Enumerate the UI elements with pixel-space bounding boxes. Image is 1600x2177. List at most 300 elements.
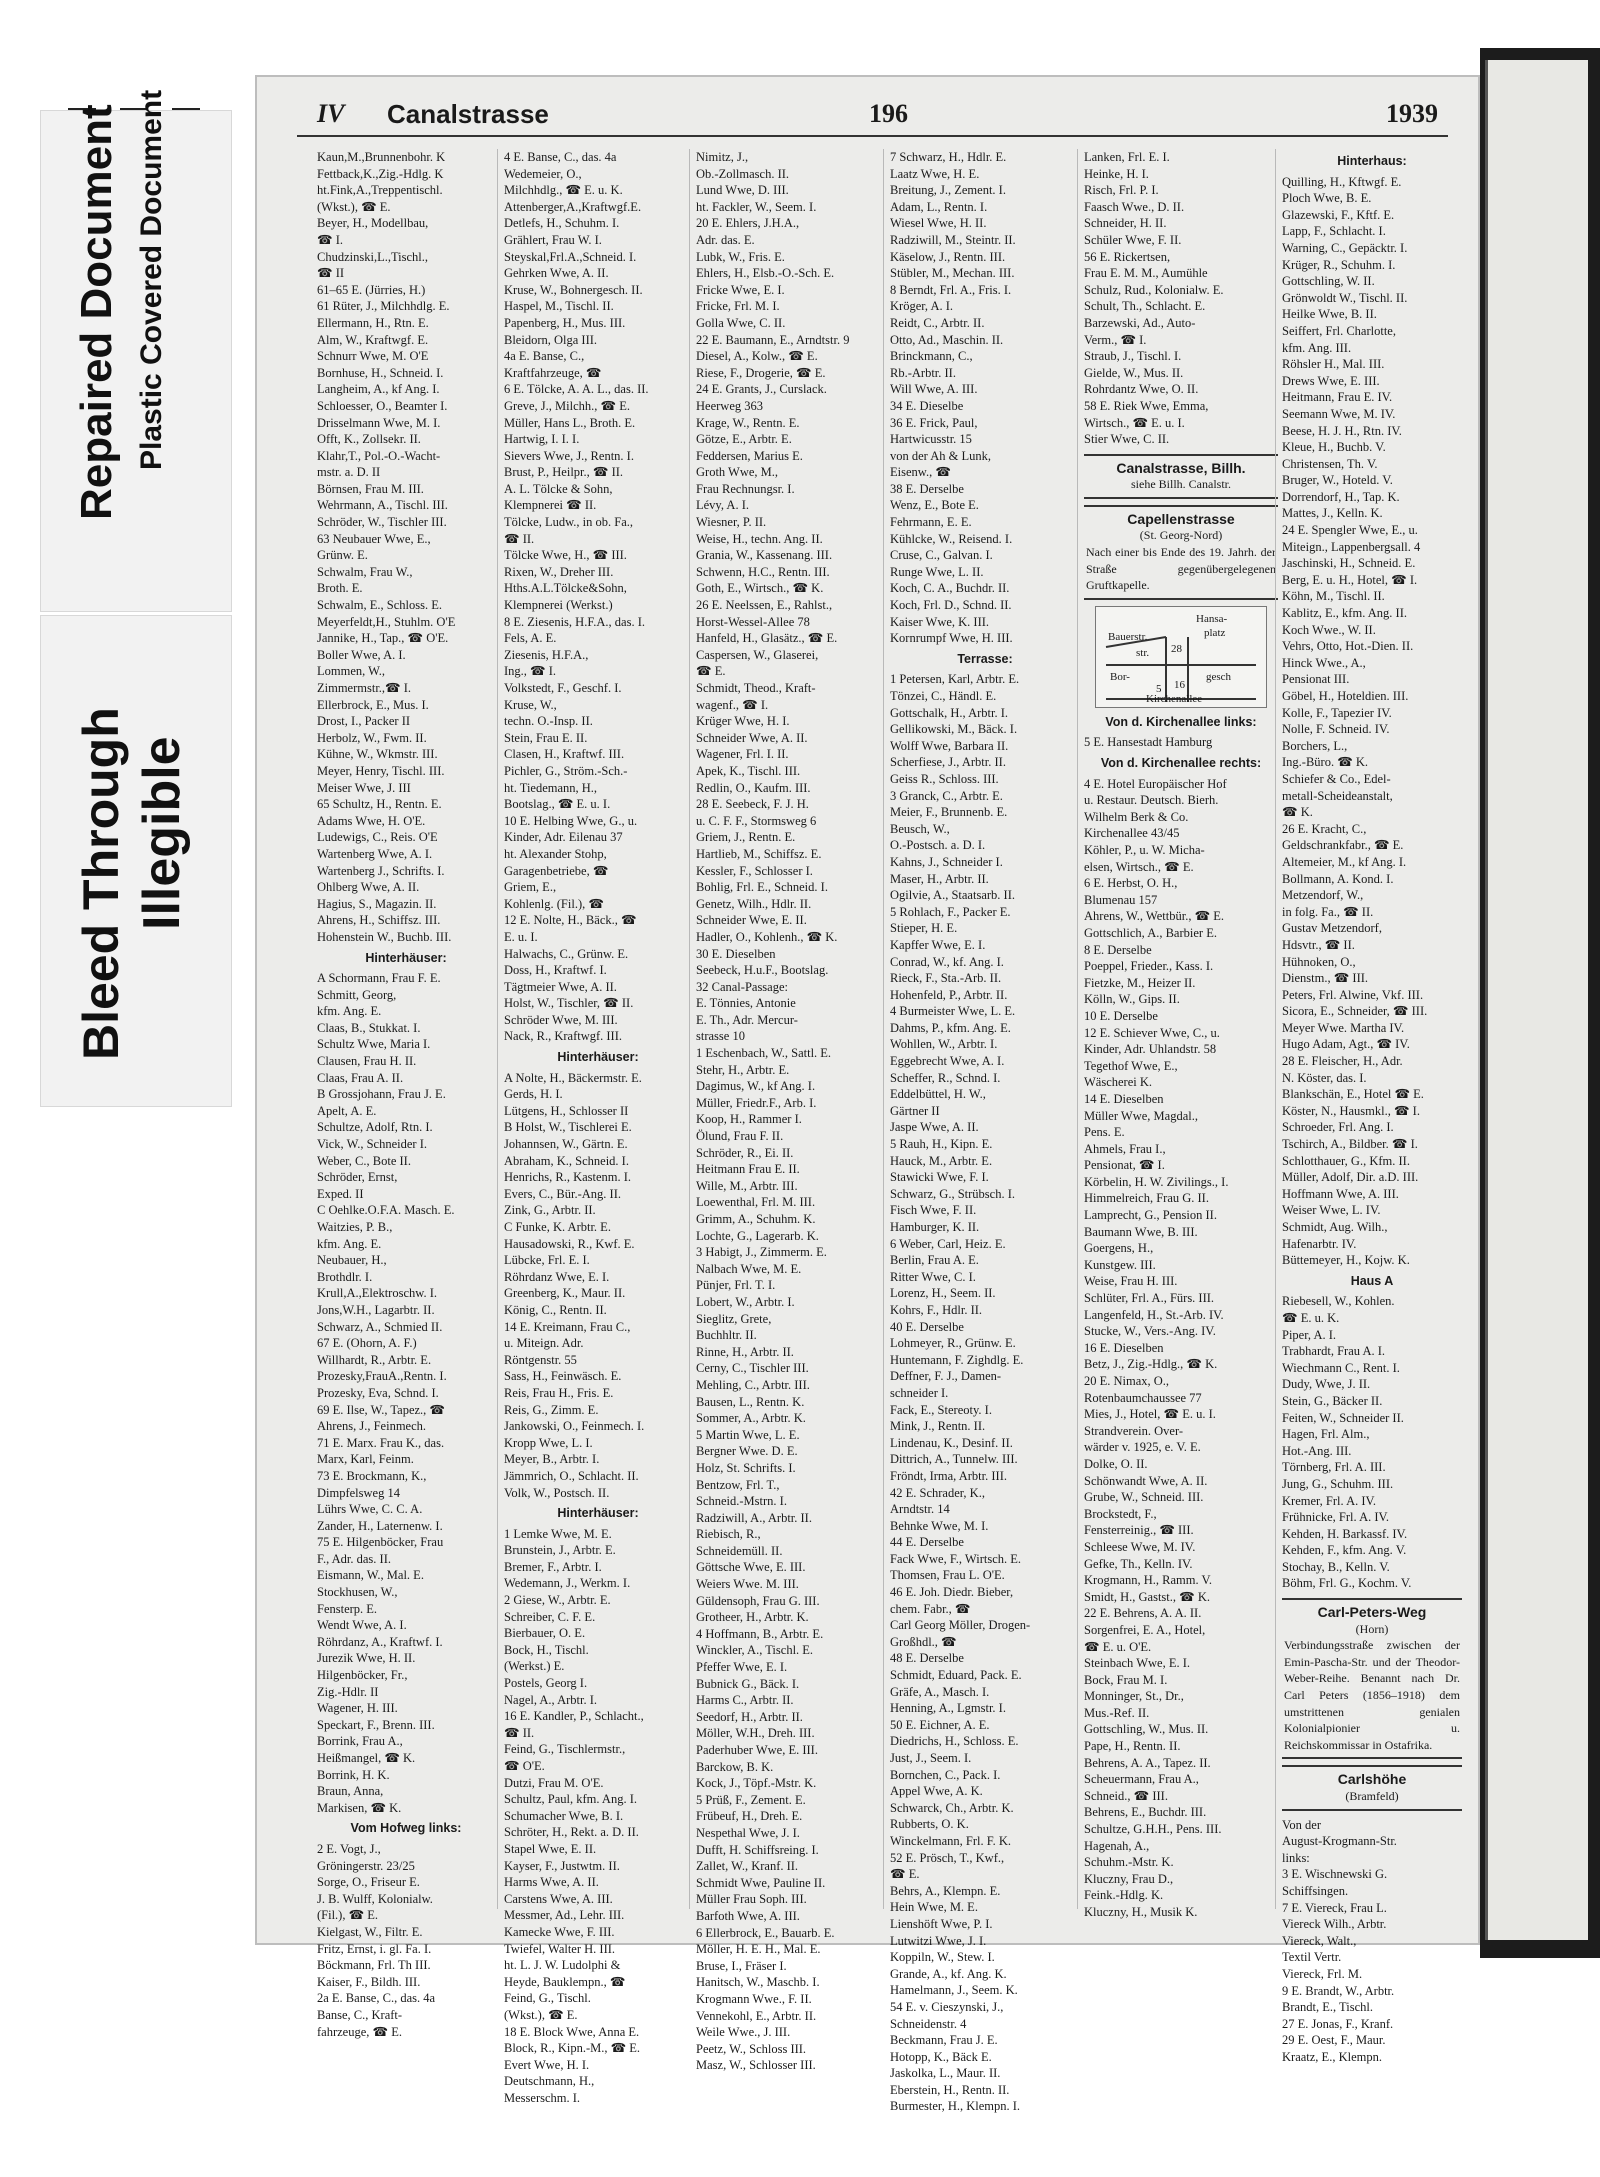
list-item: Müller, Hans L., Broth. E. [504,415,636,430]
list-item: Kahns, J., Schneider I. [890,854,1003,869]
list-item: Schmitt, Georg, [317,987,397,1002]
list-item: Smidt, H., Gastst., ☎ K. [1084,1589,1210,1604]
list-item: B Holst, W., Tischlerei E. [504,1120,632,1135]
list-item: Weise, H., techn. Ang. II. [696,531,823,546]
carl-peters-title: Carl-Peters-Weg [1317,1604,1427,1621]
label-plastic: Plastic Covered Document [135,89,168,470]
list-item: Tschirch, A., Bildber. ☎ I. [1282,1137,1418,1152]
list-item: Frübeuf, H., Dreh. E. [696,1809,803,1824]
list-item: Lohmeyer, R., Grünw. E. [890,1336,1016,1351]
list-item: Drews Wwe, E. III. [1282,373,1380,388]
list-item: Seemann Wwe, M. IV. [1282,406,1396,421]
column-5 [1077,149,1278,1919]
list-item: Kinder, Adr. Eilenau 37 [504,830,623,845]
list-item: Schleese Wwe, M. IV. [1084,1539,1196,1554]
list-item: 48 E. Derselbe [890,1651,964,1666]
street-map [1095,606,1267,708]
list-item: Radziwill, A., Arbtr. II. [696,1510,812,1525]
list-item: Hartwig, I. I. I. [504,432,580,447]
list-item: Feind, G., Tischlermstr., [504,1742,626,1757]
list-item: Langheim, A., kf Ang. I. [317,382,440,397]
list-item: Sicora, E., Schneider, ☎ III. [1282,1004,1428,1019]
list-item: Hafenarbtr. IV. [1282,1236,1357,1251]
list-item: Strandverein. Over- [1084,1423,1184,1438]
list-item: Kehden, F., kfm. Ang. V. [1282,1543,1407,1558]
list-item: Bornchen, C., Pack. I. [890,1767,1001,1782]
list-item: Monninger, St., Dr., [1084,1689,1184,1704]
list-item: Grotheer, H., Arbtr. K. [696,1610,809,1625]
list-item: Schneider Wwe, E. II. [696,913,807,928]
list-item: Himmelreich, Frau G. II. [1084,1191,1209,1206]
list-item: u. C. F. F., Stormsweg 6 [696,813,817,828]
list-item: Schiffsingen. [1282,1883,1349,1898]
list-item: Conrad, W., kf. Ang. I. [890,954,1004,969]
list-item: Caspersen, W., Glaserei, [696,647,819,662]
list-item: Mink, J., Rentn. II. [890,1419,986,1434]
list-item: Holst, W., Tischler, ☎ II. [504,996,634,1011]
list-item: Nolle, F. Schneid. IV. [1282,722,1390,737]
canal-billh-title: Canalstrasse, Billh. [1116,459,1246,476]
list-item: Möller, W.H., Dreh. III. [696,1726,815,1741]
section-heading: Von d. Kirchenallee rechts: [1100,756,1262,771]
list-item: Marx, Karl, Feinm. [317,1452,414,1467]
list-item: Winckelmann, Frl. F. K. [890,1833,1012,1848]
list-item: Jankowski, O., Feinmech. I. [504,1419,645,1434]
list-item: Frau E. M. M., Aumühle [1084,266,1208,281]
list-item: Lochte, G., Lagerarb. K. [696,1228,819,1243]
list-item: Kolle, F., Tapezier IV. [1282,705,1392,720]
list-item: Kraatz, E., Klempn. [1282,2049,1382,2064]
list-item: Viereck Wilh., Arbtr. [1282,1917,1387,1932]
list-item: Gustav Metzendorf, [1282,921,1382,936]
list-item: 12 E. Schiever Wwe, C., u. [1084,1025,1220,1040]
list-item: Riese, F., Drogerie, ☎ E. [696,365,826,380]
list-item: ht. Alexander Stohp, [504,846,607,861]
list-item: 61–65 E. (Jürries, H.) [317,282,426,297]
list-item: Krüger, R., Schuhm. I. [1282,257,1396,272]
list-item: Hohenstein W., Buchb. III. [317,929,452,944]
list-item: C Oehlke.O.F.A. Masch. E. [317,1203,455,1218]
list-item: Wartenberg J., Schrifts. I. [317,863,445,878]
carl-peters-text: Verbindungsstraße zwischen der Emin-Pascha-Str. und der Theodor-Weber-Reihe. Benannt nach Dr. Carl Peters (1856–1918) dem umstrittenen genialen Kolonialpionier u. Reichskommissar in Ostafrika. [1284,1638,1460,1752]
directory-page [255,75,1480,2114]
list-item: 16 E. Kandler, P., Schlacht., [504,1709,644,1724]
list-item: Sorge, O., Friseur E. [317,1875,420,1890]
list-item: kfm. Ang. E. [317,1236,382,1251]
list-item: Ahrens, H., Schiffsz. III. [317,913,441,928]
list-item: Meyer Wwe. Martha IV. [1282,1020,1405,1035]
list-item: Fietzke, M., Heizer II. [1084,975,1196,990]
list-item: Cerny, C., Tischler III. [696,1361,809,1376]
list-item: Hugo Adam, Agt., ☎ IV. [1282,1037,1410,1052]
list-item: Dorrendorf, H., Tap. K. [1282,489,1400,504]
list-item: Pens. E. [1084,1125,1125,1140]
list-item: Schwarck, Ch., Arbtr. K. [890,1800,1014,1815]
list-item: Güldensoph, Frau G. III. [696,1593,820,1608]
list-item: Köhn, M., Tischl. II. [1282,589,1385,604]
list-item: Behrs, A., Klempn. E. [890,1883,1001,1898]
list-item: Faasch Wwe., D. II. [1084,199,1185,214]
list-item: Volkstedt, F., Geschf. I. [504,681,622,695]
list-item: Müller, Friedr.F., Arb. I. [696,1095,817,1110]
list-item: Griem, E., [504,880,557,895]
list-item: Fricke, Frl. M. I. [696,299,780,314]
list-item: 6 E. Herbst, O. H., [1084,876,1178,891]
list-item: Stehr, H., Arbtr. E. [696,1062,790,1077]
list-item: Hagius, S., Magazin. II. [317,896,437,911]
list-item: Hagenah, A., [1084,1838,1150,1853]
list-item: Adam, L., Rentn. I. [890,199,988,214]
list-item: Scheffer, R., Schnd. I. [890,1070,1001,1085]
list-item: Lindenau, K., Desinf. II. [890,1435,1013,1450]
list-item: Garagenbetriebe, ☎ [504,863,609,878]
list-item: Rohrdantz Wwe, O. II. [1084,382,1199,397]
list-item: 32 Canal-Passage: [696,979,788,994]
list-item: Appel Wwe, A. K. [890,1784,983,1799]
list-item: 44 E. Derselbe [890,1535,964,1550]
list-item: Sorgenfrei, E. A., Hotel, [1084,1622,1206,1637]
list-item: Stein, G., Bäcker II. [1282,1393,1383,1408]
list-item: Weile Wwe., J. III. [696,2025,791,2040]
list-item: 65 Schultz, H., Rentn. E. [317,797,442,812]
list-item: Bremer, F., Arbtr. I. [504,1559,602,1574]
list-item: 46 E. Joh. Diedr. Bieber, [890,1585,1014,1600]
list-item: Gottschalk, H., Arbtr. I. [890,705,1009,720]
list-item: Kielgast, W., Filtr. E. [317,1924,423,1939]
list-item: Zimmermstr.,☎ I. [317,681,412,695]
list-item: Stucke, W., Vers.-Ang. IV. [1084,1324,1216,1339]
list-item: Schwarz, G., Strübsch. I. [890,1186,1015,1201]
list-item: Kölln, W., Gips. II. [1084,992,1180,1007]
list-item: Reidt, C., Arbtr. II. [890,315,985,330]
list-item: 7 E. Viereck, Frau L. [1282,1900,1387,1915]
list-item: Schlüter, Frl. A., Fürs. III. [1084,1291,1215,1306]
list-item: 8 E. Derselbe [1084,942,1152,957]
list-item: Hanitsch, W., Maschb. I. [696,1975,820,1990]
list-item: 6 Ellerbrock, E., Bauarb. E. [696,1925,835,1940]
list-item: Dutzi, Frau M. O'E. [504,1775,604,1790]
list-item: Hdsvtr., ☎ II. [1282,937,1355,952]
carlshoehe-entries [1282,1817,1462,2066]
list-item: Geiss R., Schloss. III. [890,771,999,786]
list-item: Wagener, Frl. I. II. [696,747,789,762]
list-item: 34 E. Dieselbe [890,398,964,413]
list-item: 1 Eschenbach, W., Sattl. E. [696,1046,832,1061]
list-item: Schneid., ☎ III. [1084,1788,1168,1803]
list-item: Krogmann Wwe., F. II. [696,1991,812,2006]
list-item: Beese, H. J. H., Rtn. IV. [1282,423,1402,438]
list-item: Altemeier, M., kf Ang. I. [1282,854,1407,869]
list-item: Schloesser, O., Beamter I. [317,398,448,413]
list-item: Hadler, O., Kohlenh., ☎ K. [696,929,838,944]
list-item: Blankschän, E., Hotel ☎ E. [1282,1087,1424,1102]
list-item: Heerweg 363 [696,398,763,413]
list-item: Lorenz, H., Seem. II. [890,1286,996,1301]
list-item: Clausen, Frau H. II. [317,1054,417,1069]
list-item: Gottschling, W., Mus. II. [1084,1722,1209,1737]
list-item: Meiser Wwe, J. III [317,780,411,795]
list-item: techn. O.-Insp. II. [504,714,593,729]
list-item: Adr. das. E. [696,232,755,247]
list-item: Wiesel Wwe, H. II. [890,216,987,231]
list-item: Ellerbrock, E., Mus. I. [317,697,429,712]
list-item: Kühlcke, W., Reisend. I. [890,531,1013,546]
list-item: schneider I. [890,1385,949,1400]
list-item: Diesel, A., Kolw., ☎ E. [696,349,818,364]
list-item: Ob.-Zollmasch. II. [696,166,790,181]
list-item: Pensionat III. [1282,672,1350,687]
list-item: Henning, A., Lgmstr. I. [890,1701,1006,1716]
list-item: Alm, W., Kraftwgf. E. [317,332,429,347]
list-item: Baumann Wwe, B. III. [1084,1224,1198,1239]
list-item: Trabhardt, Frau A. I. [1282,1344,1386,1359]
list-item: Beckmann, Frau J. E. [890,2033,998,2048]
list-item: Brandt, E., Tischl. [1282,2000,1373,2015]
list-item: Viereck, Walt., [1282,1933,1357,1948]
list-item: u. Restaur. Deutsch. Bierh. [1084,793,1219,808]
list-item: 5 E. Hansestadt Hamburg [1084,735,1213,750]
list-item: Bootslag., ☎ E. u. I. [504,797,611,812]
list-item: 36 E. Frick, Paul, [890,415,978,430]
canal-billh-box [1084,454,1278,499]
list-item: Eggebrecht Wwe, A. I. [890,1054,1005,1069]
list-item: Stapel Wwe, E. II. [504,1841,597,1856]
list-item: Wartenberg Wwe, A. I. [317,846,433,861]
list-item: Schmidt Wwe, Pauline II. [696,1875,826,1890]
list-item: 1 Lemke Wwe, M. E. [504,1526,612,1541]
list-item: Wohllen, W., Arbtr. I. [890,1037,998,1052]
list-item: Holz, St. Schrifts. I. [696,1460,796,1475]
list-item: Weiers Wwe. M. III. [696,1577,799,1592]
list-item: Bentzow, Frl. T., [696,1477,780,1492]
list-item: 27 E. Jonas, F., Kranf. [1282,2016,1394,2031]
list-item: Genetz, Wilh., Hdlr. II. [696,896,812,911]
capellen-sub: (St. Georg-Nord) [1139,528,1223,543]
list-item: Dudy, Wwe, J. II. [1282,1377,1371,1392]
list-item: Evers, C., Bür.-Ang. II. [504,1186,621,1201]
list-item: Nagel, A., Arbtr. I. [504,1692,598,1707]
list-item: Bruse, I., Fräser I. [696,1958,787,1973]
list-item: Ahmels, Frau I., [1084,1141,1166,1156]
list-item: Hanfeld, H., Glasätz., ☎ E. [696,631,838,646]
list-item: Mattes, J., Kelln. K. [1282,506,1383,521]
list-item: 14 E. Kreimann, Frau C., [504,1319,631,1334]
list-item: Henrichs, R., Kastenm. I. [504,1170,632,1185]
list-item: Herbolz, W., Fwm. II. [317,730,427,745]
list-item: Fricke Wwe, E. I. [696,282,785,297]
list-item: Behnke Wwe, M. I. [890,1518,989,1533]
list-item: Schüler Wwe, F. II. [1084,232,1182,247]
list-item: 29 E. Oest, F., Maur. [1282,2033,1386,2048]
list-item: Ziesenis, H.F.A., [504,647,589,662]
list-item: Stieper, H. E. [890,921,958,936]
list-item: Griem, J., Rentn. E. [696,830,796,845]
list-item: Schult, Th., Schlacht. E. [1084,299,1206,314]
list-item: Jaspe Wwe, A. II. [890,1120,979,1135]
list-item: Clasen, H., Kraftwf. III. [504,747,625,762]
list-item: Kohrs, F., Hdlr. II. [890,1302,983,1317]
list-item: Kaiser, F., Bildh. III. [317,1974,421,1989]
list-item: Burmester, H., Klempn. I. [890,2099,1021,2114]
list-item: Koop, H., Rammer I. [696,1112,802,1127]
list-item: Kornrumpf Wwe, H. III. [890,631,1013,646]
list-item: Mus.-Ref. II. [1084,1705,1150,1720]
list-item: (Werkst.) E. [504,1659,565,1674]
column-4 [883,149,1080,2114]
list-item: Schlotthauer, G., Kfm. II. [1282,1153,1410,1168]
list-item: 5 Rohlach, F., Packer E. [890,904,1011,919]
column-3 [689,149,886,2073]
list-item: Hoffmann Wwe, A. III. [1282,1186,1399,1201]
list-item: 6 Weber, Carl, Heiz. E. [890,1236,1006,1251]
list-item: O.-Postsch. a. D. I. [890,838,986,853]
list-item: Röhsler H., Mal. III. [1282,357,1385,372]
street-title: Canalstrasse [387,99,549,129]
section-heading: Hinterhaus: [1337,154,1407,168]
list-item: Carstens Wwe, A. III. [504,1891,613,1906]
list-item: Offt, K., Zollsekr. II. [317,432,421,447]
list-item: 69 E. Ilse, W., Tapez., ☎ [317,1402,445,1417]
list-item: 8 E. Ziesenis, H.F.A., das. I. [504,614,645,629]
list-item: Gielde, W., Mus. II. [1084,365,1184,380]
page-header [257,77,1478,132]
list-item: ☎ K. [1282,805,1313,820]
list-item: Schwalm, E., Schloss. E. [317,598,442,613]
map-label: 16 [1174,678,1185,691]
list-item: 4 Hoffmann, B., Arbtr. E. [696,1626,824,1641]
list-item: Stockhusen, W., [317,1585,398,1600]
list-item: Rotenbaumchaussee 77 [1084,1390,1202,1405]
list-item: Heitmann Frau E. II. [696,1162,800,1177]
list-item: Schneid.-Mstrn. I. [696,1494,787,1509]
list-item: 14 E. Dieselben [1084,1091,1164,1106]
list-item: Heißmangel, ☎ K. [317,1751,416,1765]
list-item: Schultz Wwe, Maria I. [317,1037,431,1052]
list-item: Jurezik Wwe, H. II. [317,1651,416,1666]
list-item: Büttemeyer, H., Kojw. K. [1282,1253,1410,1268]
list-item: Ellermann, H., Rtn. E. [317,315,429,330]
list-item: Krage, W., Rentn. E. [696,415,800,430]
list-item: 28 E. Seebeck, F. J. H. [696,797,809,812]
list-item: Barzewski, Ad., Auto- [1084,315,1196,330]
list-item: J. B. Wulff, Kolonialw. [317,1891,433,1906]
list-item: Kohlenlg. (Fil.), ☎ [504,896,604,911]
list-item: 30 E. Dieselben [696,946,776,961]
list-item: Schmidt, Theod., Kraft- [696,681,816,695]
list-item: Stein, Frau E. II. [504,730,588,745]
list-item: Kablitz, E., kfm. Ang. II. [1282,606,1407,621]
list-item: Kinder, Adr. Uhlandstr. 58 [1084,1042,1217,1057]
list-item: Lübcke, Frl. E. I. [504,1253,590,1268]
list-item: Jaschinski, H., Schneid. E. [1282,556,1416,571]
list-item: Lapp, F., Schlacht. I. [1282,224,1386,239]
list-item: Nack, R., Kraftwgf. III. [504,1029,623,1044]
list-item: Schneidenstr. 4 [890,2016,967,2031]
list-item: 54 E. v. Cieszynski, J., [890,1999,1004,2014]
list-item: Halwachs, C., Grünw. E. [504,946,629,961]
list-item: Wiesner, P. II. [696,515,767,530]
list-item: A. L. Tölcke & Sohn, [504,481,613,496]
list-item: Fehrmann, E. E. [890,515,972,530]
list-item: Wiechmann C., Rent. I. [1282,1360,1400,1375]
list-item: Gröningerstr. 23/25 [317,1858,415,1873]
list-item: Dagimus, W., kf Ang. I. [696,1079,816,1094]
list-item: metall-Scheideanstalt, [1282,788,1393,803]
section-heading: Hinterhäuser: [557,1506,639,1521]
list-item: (Fil.), ☎ E. [317,1908,379,1923]
list-item: Claas, B., Stukkat. I. [317,1020,421,1035]
list-item: E. u. I. [504,929,538,944]
list-item: Kirchenallee 43/45 [1084,826,1180,841]
list-item: Röntgenstr. 55 [504,1352,577,1367]
list-item: Kunstgew. III. [1084,1257,1156,1272]
list-item: (Wkst.), ☎ E. [317,199,391,214]
list-item: Kröger, A. I. [890,299,954,314]
list-item: Eddelbüttel, H. W., [890,1087,986,1102]
list-item: 3 Habigt, J., Zimmerm. E. [696,1245,827,1260]
list-item: Zallet, W., Kranf. II. [696,1859,799,1874]
list-item: Masz, W., Schlosser III. [696,2058,816,2073]
list-item: Gärtner II [890,1103,940,1118]
list-item: Schreiber, C. F. E. [504,1609,596,1624]
list-item: Fisch Wwe, F. II. [890,1203,977,1218]
list-item: Radziwill, M., Steintr. II. [890,232,1016,247]
section-heading: Von d. Kirchenallee links: [1105,714,1257,729]
list-item: Seedorf, H., Arbtr. II. [696,1709,803,1724]
list-item: ht.Fink,A.,Treppentischl. [317,183,443,198]
list-item: Schuhm.-Mstr. K. [1084,1855,1174,1870]
list-item: Dimpfelsweg 14 [317,1485,400,1500]
list-item: Hotopp, K., Bäck E. [890,2049,992,2064]
list-item: Frau Rechnungsr. I. [696,481,795,496]
list-item: Brothdlr. I. [317,1269,373,1284]
list-item: Jannike, H., Tap., ☎ O'E. [317,631,449,646]
list-item: Fröndt, Irma, Arbtr. III. [890,1468,1007,1483]
list-item: Willhardt, R., Arbtr. E. [317,1352,432,1367]
list-item: Kehden, H. Barkassf. IV. [1282,1526,1408,1541]
list-item: Krogmann, H., Ramm. V. [1084,1573,1213,1588]
list-item: Berg, E. u. H., Hotel, ☎ I. [1282,572,1418,587]
list-item: Twiefel, Walter H. III. [504,1941,616,1956]
list-item: F., Adr. das. II. [317,1551,391,1566]
list-item: E. Th., Adr. Mercur- [696,1012,798,1027]
list-item: Schröder, Ernst, [317,1170,398,1185]
list-item: Banse, C., Kraft- [317,2007,403,2022]
list-item: links: [1282,1850,1310,1865]
list-item: Mehling, C., Arbtr. III. [696,1377,810,1392]
list-item: Eberstein, H., Rentn. II. [890,2082,1010,2097]
list-item: Körbelin, H. W. Zivilings., I. [1084,1174,1229,1189]
list-item: Hohenfeld, P., Arbtr. II. [890,987,1008,1002]
list-item: Quilling, H., Kftwgf. E. [1282,174,1402,189]
list-item: Diedrichs, H., Schloss. E. [890,1734,1019,1749]
section-roman: IV [317,99,345,128]
list-item: wagenf., ☎ I. [696,697,769,712]
list-item: Otto, Ad., Maschin. II. [890,332,1004,347]
list-item: Pichler, G., Ström.-Sch.- [504,763,628,778]
list-item: 26 E. Kracht, C., [1282,821,1367,836]
list-item: ☎ E. [890,1867,920,1882]
list-item: Hamelmann, J., Seem. K. [890,1983,1018,1998]
list-item: Eismann, W., Mal. E. [317,1568,424,1583]
list-item: A Nolte, H., Bäckermstr. E. [504,1070,642,1085]
list-item: Eisenw., ☎ [890,465,951,480]
list-item: Thomsen, Frau L. O'E. [890,1568,1005,1583]
list-item: Sass, H., Feinwäsch. E. [504,1369,622,1384]
list-item: elsen, Wirtsch., ☎ E. [1084,859,1194,874]
list-item: Borchers, L., [1282,738,1348,753]
capellen-title: Capellenstrasse [1127,510,1235,527]
